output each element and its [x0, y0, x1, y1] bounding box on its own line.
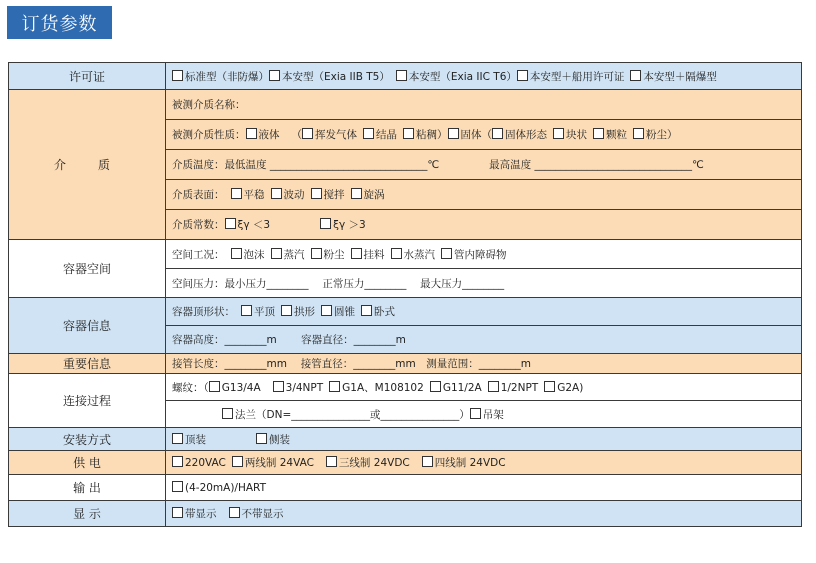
- option-label: 3/4NPT: [285, 381, 324, 394]
- option-label: 液体: [258, 129, 280, 141]
- row-important: [9, 354, 802, 374]
- connection-flange-options: [166, 401, 802, 428]
- option-label: 固体（: [460, 129, 492, 141]
- checkbox[interactable]: [232, 456, 243, 467]
- vessel-size-fields[interactable]: 容器高度：________m 容器直径：________m: [166, 326, 802, 354]
- power-options: [166, 451, 802, 475]
- checkbox[interactable]: [281, 305, 292, 316]
- paren: （: [291, 129, 302, 141]
- option-label: 拱形: [294, 306, 315, 318]
- medium-surface-options: [166, 180, 802, 210]
- thread-label: 螺纹：（: [172, 381, 209, 394]
- flange-label: 法兰（DN=_______________或_______________）: [235, 408, 470, 421]
- option-label: 带显示: [185, 508, 217, 520]
- checkbox[interactable]: [351, 188, 362, 199]
- checkbox[interactable]: [633, 128, 644, 139]
- checkbox[interactable]: [172, 456, 183, 467]
- checkbox[interactable]: [363, 128, 374, 139]
- order-parameters-table: [8, 62, 802, 527]
- temp-min-label: 介质温度：最低温度: [172, 159, 267, 171]
- checkbox[interactable]: [311, 248, 322, 259]
- option-label: G1A、M108102: [342, 381, 424, 394]
- checkbox[interactable]: [222, 408, 233, 419]
- checkbox[interactable]: [422, 456, 433, 467]
- option-label: 固体形态: [505, 129, 547, 141]
- connection-thread-options: [166, 374, 802, 401]
- option-label: 波动: [283, 189, 305, 201]
- output-label: 输 出: [9, 475, 166, 501]
- medium-nature-options: [166, 120, 802, 150]
- checkbox[interactable]: [326, 456, 337, 467]
- checkbox[interactable]: [302, 128, 313, 139]
- option-label: 挂料: [363, 248, 385, 261]
- option-label: 水蒸汽: [403, 248, 435, 261]
- option-label: 两线制 24VAC: [244, 457, 314, 469]
- install-label: 安装方式: [9, 428, 166, 451]
- vessel-label: 容器信息: [9, 298, 166, 354]
- option-label: G13/4A: [221, 381, 261, 394]
- checkbox[interactable]: [448, 128, 459, 139]
- checkbox[interactable]: [256, 433, 267, 444]
- checkbox[interactable]: [488, 381, 499, 392]
- output-options: [166, 475, 802, 501]
- checkbox[interactable]: [172, 433, 183, 444]
- checkbox[interactable]: [321, 305, 332, 316]
- important-fields[interactable]: 接管长度：________mm 接管直径：________mm 测量范围：________m: [166, 354, 802, 374]
- space-condition-options: [166, 240, 802, 269]
- checkbox[interactable]: [271, 188, 282, 199]
- const-label: 介质常数：: [172, 219, 225, 231]
- option-label: ξγ ＜3: [237, 219, 271, 231]
- vessel-top-options: [166, 298, 802, 326]
- option-label: 吊架: [482, 408, 504, 421]
- option-label: 平顶: [254, 306, 275, 318]
- temp-min-input[interactable]: ______________________________: [269, 159, 428, 171]
- option-label: 不带显示: [241, 508, 284, 520]
- unit: ℃: [427, 159, 440, 171]
- unit: ℃: [691, 159, 704, 171]
- row-vessel-top: [9, 298, 802, 326]
- option-label: 平稳: [243, 189, 265, 201]
- license-label: 许可证: [9, 63, 166, 90]
- space-label: 容器空间: [9, 240, 166, 298]
- option-label: 标准型（非防爆）: [185, 70, 269, 83]
- temp-max-input[interactable]: ______________________________: [534, 159, 692, 171]
- nature-label: 被测介质性质：: [172, 129, 246, 141]
- temp-max-label: 最高温度: [489, 159, 532, 171]
- row-space-condition: [9, 240, 802, 269]
- checkbox[interactable]: [172, 481, 183, 492]
- checkbox[interactable]: [320, 218, 331, 229]
- row-display: [9, 501, 802, 527]
- option-label: 颗粒: [606, 129, 627, 141]
- surface-label: 介质表面：: [172, 189, 225, 201]
- option-label: 管内障碍物: [454, 248, 507, 261]
- top-label: 容器顶形状：: [172, 306, 235, 318]
- option-label: 本安型＋隔爆型: [643, 70, 717, 83]
- checkbox[interactable]: [517, 70, 528, 81]
- checkbox[interactable]: [273, 381, 284, 392]
- option-label: 三线制 24VDC: [338, 457, 410, 469]
- option-label: G11/2A: [442, 381, 482, 394]
- display-label: 显 示: [9, 501, 166, 527]
- row-connection-thread: [9, 374, 802, 401]
- option-label: 旋涡: [363, 189, 385, 201]
- checkbox[interactable]: [361, 305, 372, 316]
- option-label: 粘稠）: [416, 129, 448, 141]
- row-medium-name: [9, 90, 802, 120]
- option-label: 结晶: [376, 129, 397, 141]
- option-label: 蒸汽: [283, 248, 305, 261]
- checkbox[interactable]: [229, 507, 240, 518]
- medium-label: 介 质: [9, 90, 166, 240]
- checkbox[interactable]: [209, 381, 220, 392]
- option-label: 圆锥: [334, 306, 355, 318]
- checkbox[interactable]: [311, 188, 322, 199]
- option-label: 粉尘: [323, 248, 345, 261]
- checkbox[interactable]: [271, 248, 282, 259]
- medium-const-options: [166, 210, 802, 240]
- checkbox[interactable]: [172, 507, 183, 518]
- checkbox[interactable]: [231, 248, 242, 259]
- option-label: 本安型＋船用许可证: [529, 70, 625, 83]
- row-power: [9, 451, 802, 475]
- checkbox[interactable]: [396, 70, 407, 81]
- option-label: ξγ ＞3: [333, 219, 366, 231]
- option-label: 本安型（Exia IIC T6）: [408, 70, 517, 83]
- checkbox[interactable]: [630, 70, 641, 81]
- checkbox[interactable]: [269, 70, 280, 81]
- space-pressure-fields[interactable]: 空间压力：最小压力________ 正常压力________ 最大压力________: [166, 269, 802, 298]
- checkbox[interactable]: [246, 128, 257, 139]
- option-label: 粉尘）: [646, 129, 678, 141]
- checkbox[interactable]: [441, 248, 452, 259]
- checkbox[interactable]: [403, 128, 414, 139]
- checkbox[interactable]: [391, 248, 402, 259]
- option-label: 1/2NPT: [500, 381, 539, 394]
- row-install: [9, 428, 802, 451]
- option-label: 搅拌: [323, 189, 345, 201]
- checkbox[interactable]: [553, 128, 564, 139]
- medium-name-field[interactable]: 被测介质名称：: [166, 90, 802, 120]
- option-label: 220VAC: [185, 457, 226, 469]
- power-label: 供 电: [9, 451, 166, 475]
- option-label: 卧式: [374, 306, 395, 318]
- option-label: (4-20mA)/HART: [185, 482, 266, 494]
- row-output: [9, 475, 802, 501]
- option-label: 本安型（Exia IIB T5）: [282, 70, 390, 83]
- checkbox[interactable]: [430, 381, 441, 392]
- option-label: 泡沫: [243, 248, 265, 261]
- option-label: G2A): [557, 381, 584, 394]
- medium-temp-fields: [166, 150, 802, 180]
- checkbox[interactable]: [172, 70, 183, 81]
- option-label: 挥发气体: [315, 129, 357, 141]
- checkbox[interactable]: [470, 408, 481, 419]
- checkbox[interactable]: [492, 128, 503, 139]
- install-options: [166, 428, 802, 451]
- checkbox[interactable]: [329, 381, 340, 392]
- checkbox[interactable]: [351, 248, 362, 259]
- option-label: 四线制 24VDC: [434, 457, 506, 469]
- checkbox[interactable]: [593, 128, 604, 139]
- important-label: 重要信息: [9, 354, 166, 374]
- checkbox[interactable]: [225, 218, 236, 229]
- checkbox[interactable]: [241, 305, 252, 316]
- display-options: [166, 501, 802, 527]
- page-title: 订货参数: [7, 6, 112, 39]
- row-license: [9, 63, 802, 90]
- connection-label: 连接过程: [9, 374, 166, 428]
- option-label: 侧装: [269, 433, 290, 446]
- condition-label: 空间工况：: [172, 248, 225, 261]
- checkbox[interactable]: [544, 381, 555, 392]
- checkbox[interactable]: [231, 188, 242, 199]
- license-options: [166, 63, 802, 90]
- option-label: 顶装: [185, 433, 206, 446]
- option-label: 块状: [566, 129, 587, 141]
